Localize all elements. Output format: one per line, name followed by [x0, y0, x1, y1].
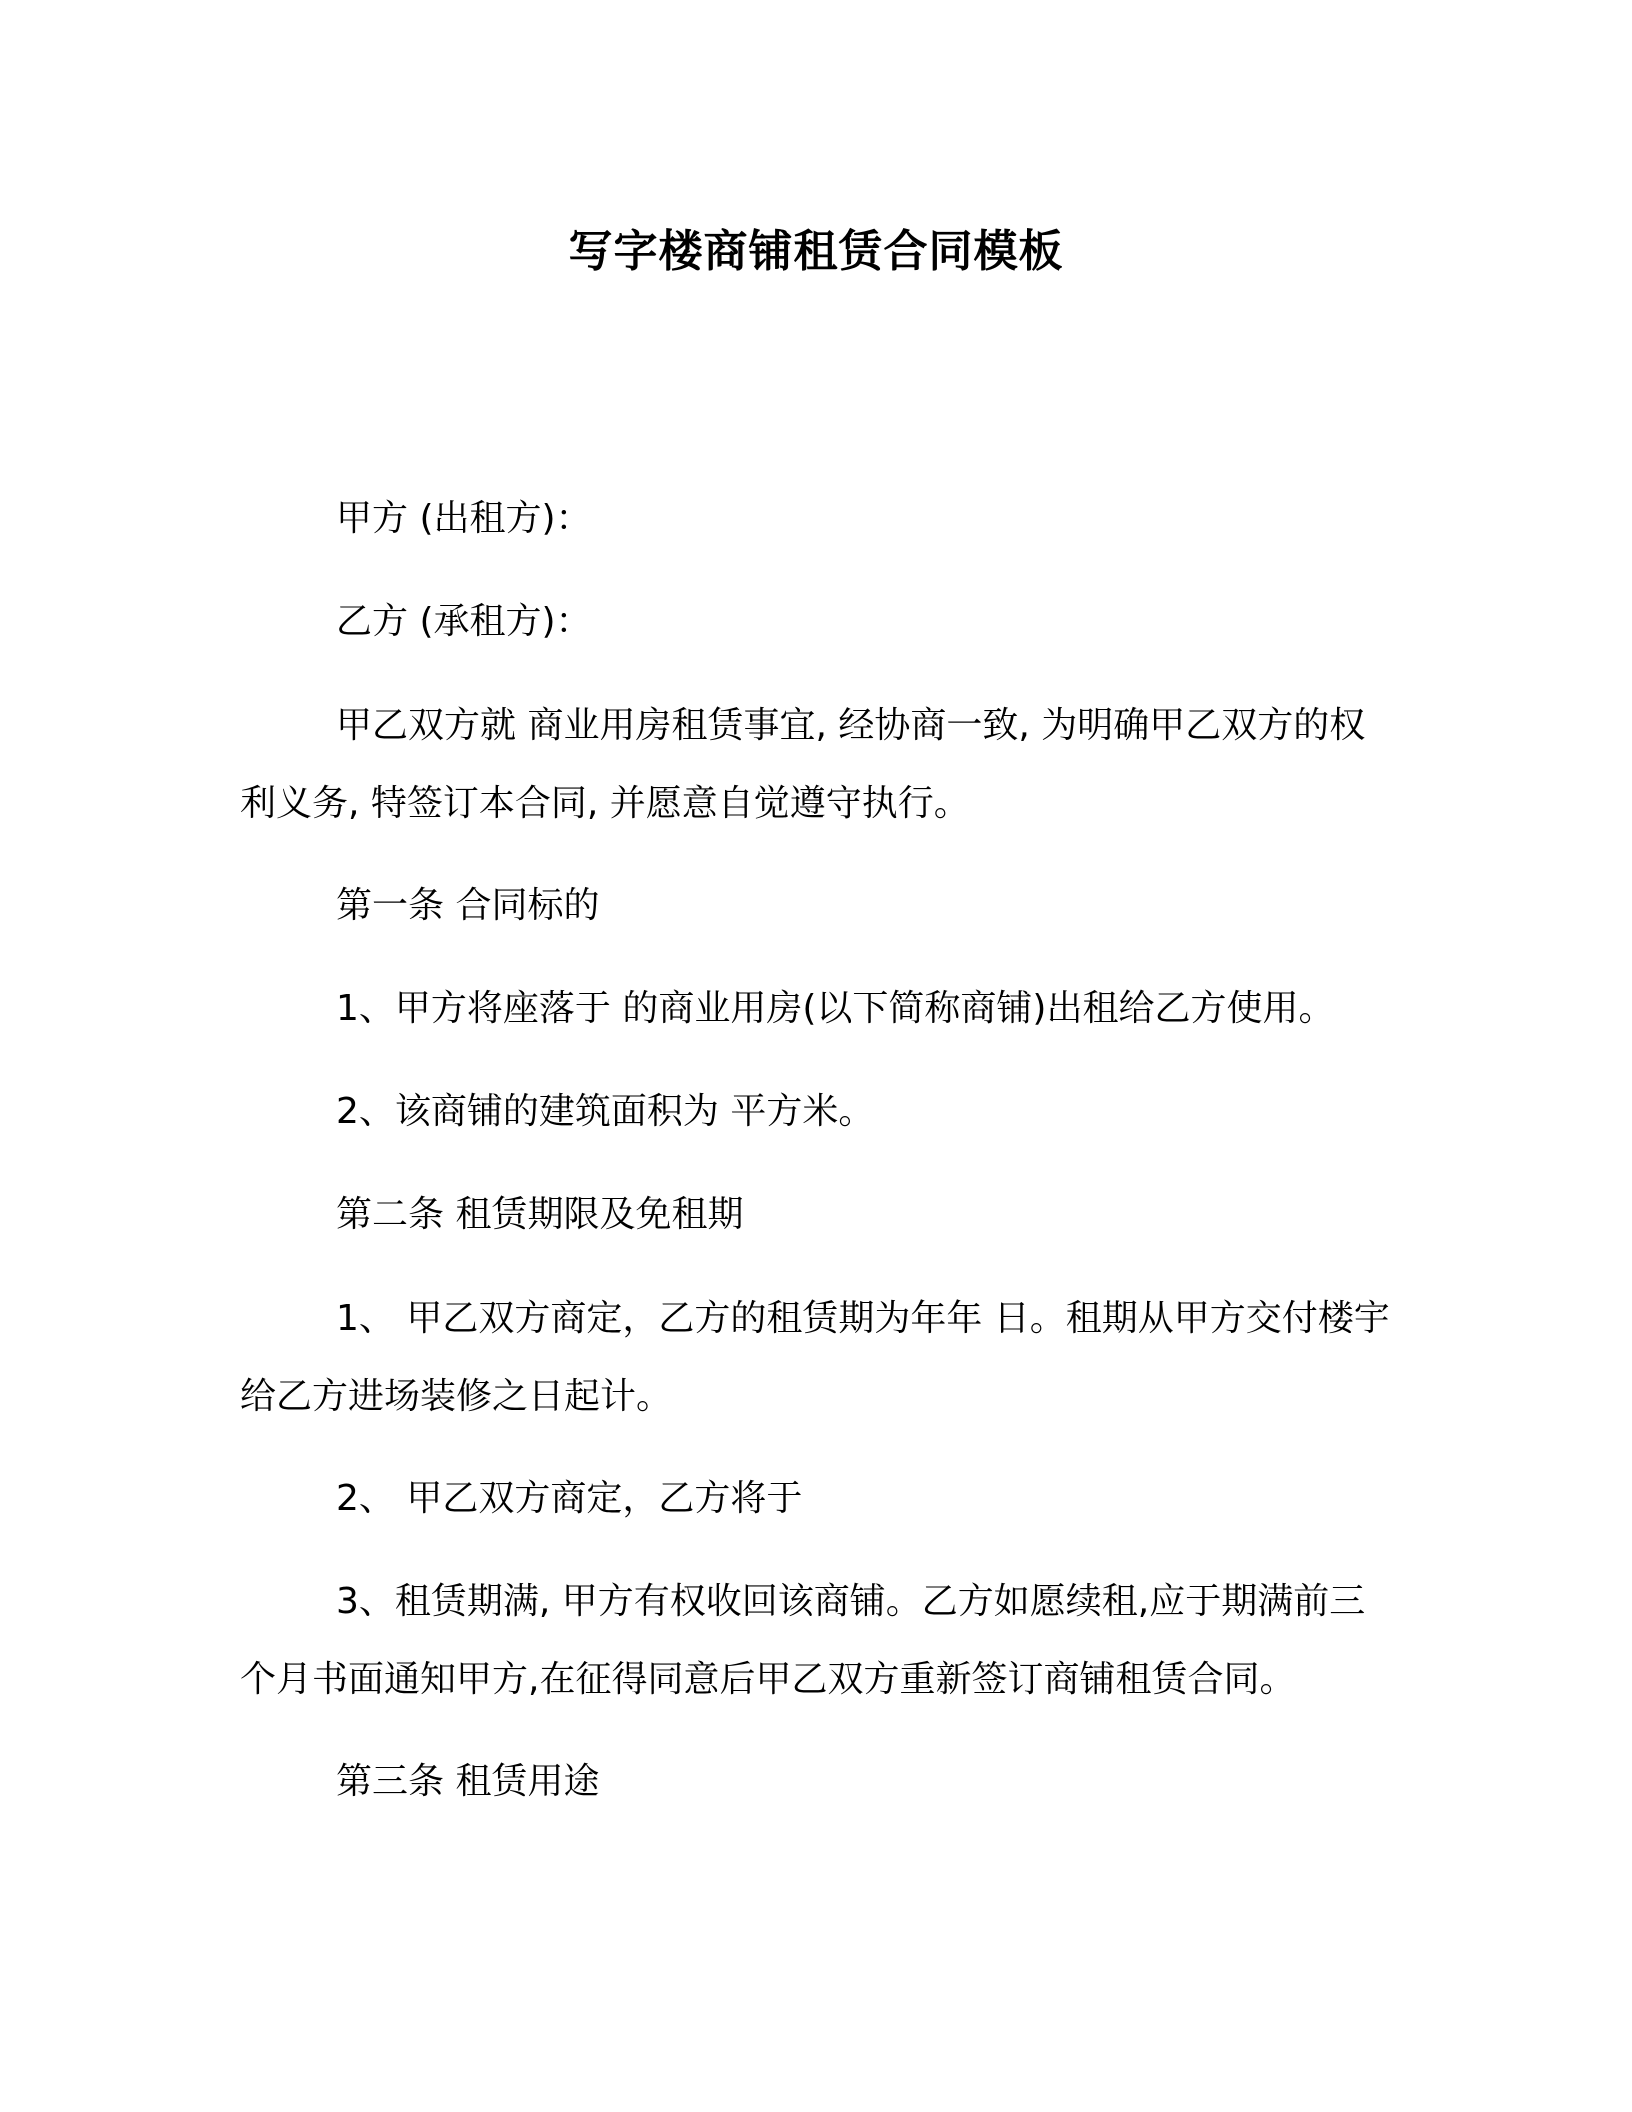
article-1-heading: 第一条 合同标的: [336, 885, 600, 926]
article-2-clause-1: 1、 甲乙双方商定，乙方的租赁期为年年 日。租期从甲方交付楼宇给乙方进场装修之日起计。: [240, 1298, 1390, 1417]
intro-paragraph: 甲乙双方就 商业用房租赁事宜, 经协商一致, 为明确甲乙双方的权利义务, 特签订本合同, 并愿意自觉遵守执行。: [240, 705, 1366, 824]
article-1-clause-2: 2、该商铺的建筑面积为 平方米。: [336, 1091, 875, 1132]
article-2-clause-3: 3、租赁期满, 甲方有权收回该商铺。乙方如愿续租,应于期满前三个月书面通知甲方,在征得同意后甲乙双方重新签订商铺租赁合同。: [240, 1581, 1366, 1700]
article-2-clause-2: 2、 甲乙双方商定，乙方将于: [336, 1478, 803, 1519]
article-3-heading: 第三条 租赁用途: [336, 1761, 600, 1802]
document-title: 写字楼商铺租赁合同模板: [568, 226, 1064, 277]
article-2-heading: 第二条 租赁期限及免租期: [336, 1194, 744, 1235]
party-b-line: 乙方 (承租方)：: [336, 601, 592, 642]
article-1-clause-1: 1、甲方将座落于 的商业用房(以下简称商铺)出租给乙方使用。: [336, 988, 1335, 1029]
party-a-line: 甲方 (出租方)：: [336, 498, 592, 539]
